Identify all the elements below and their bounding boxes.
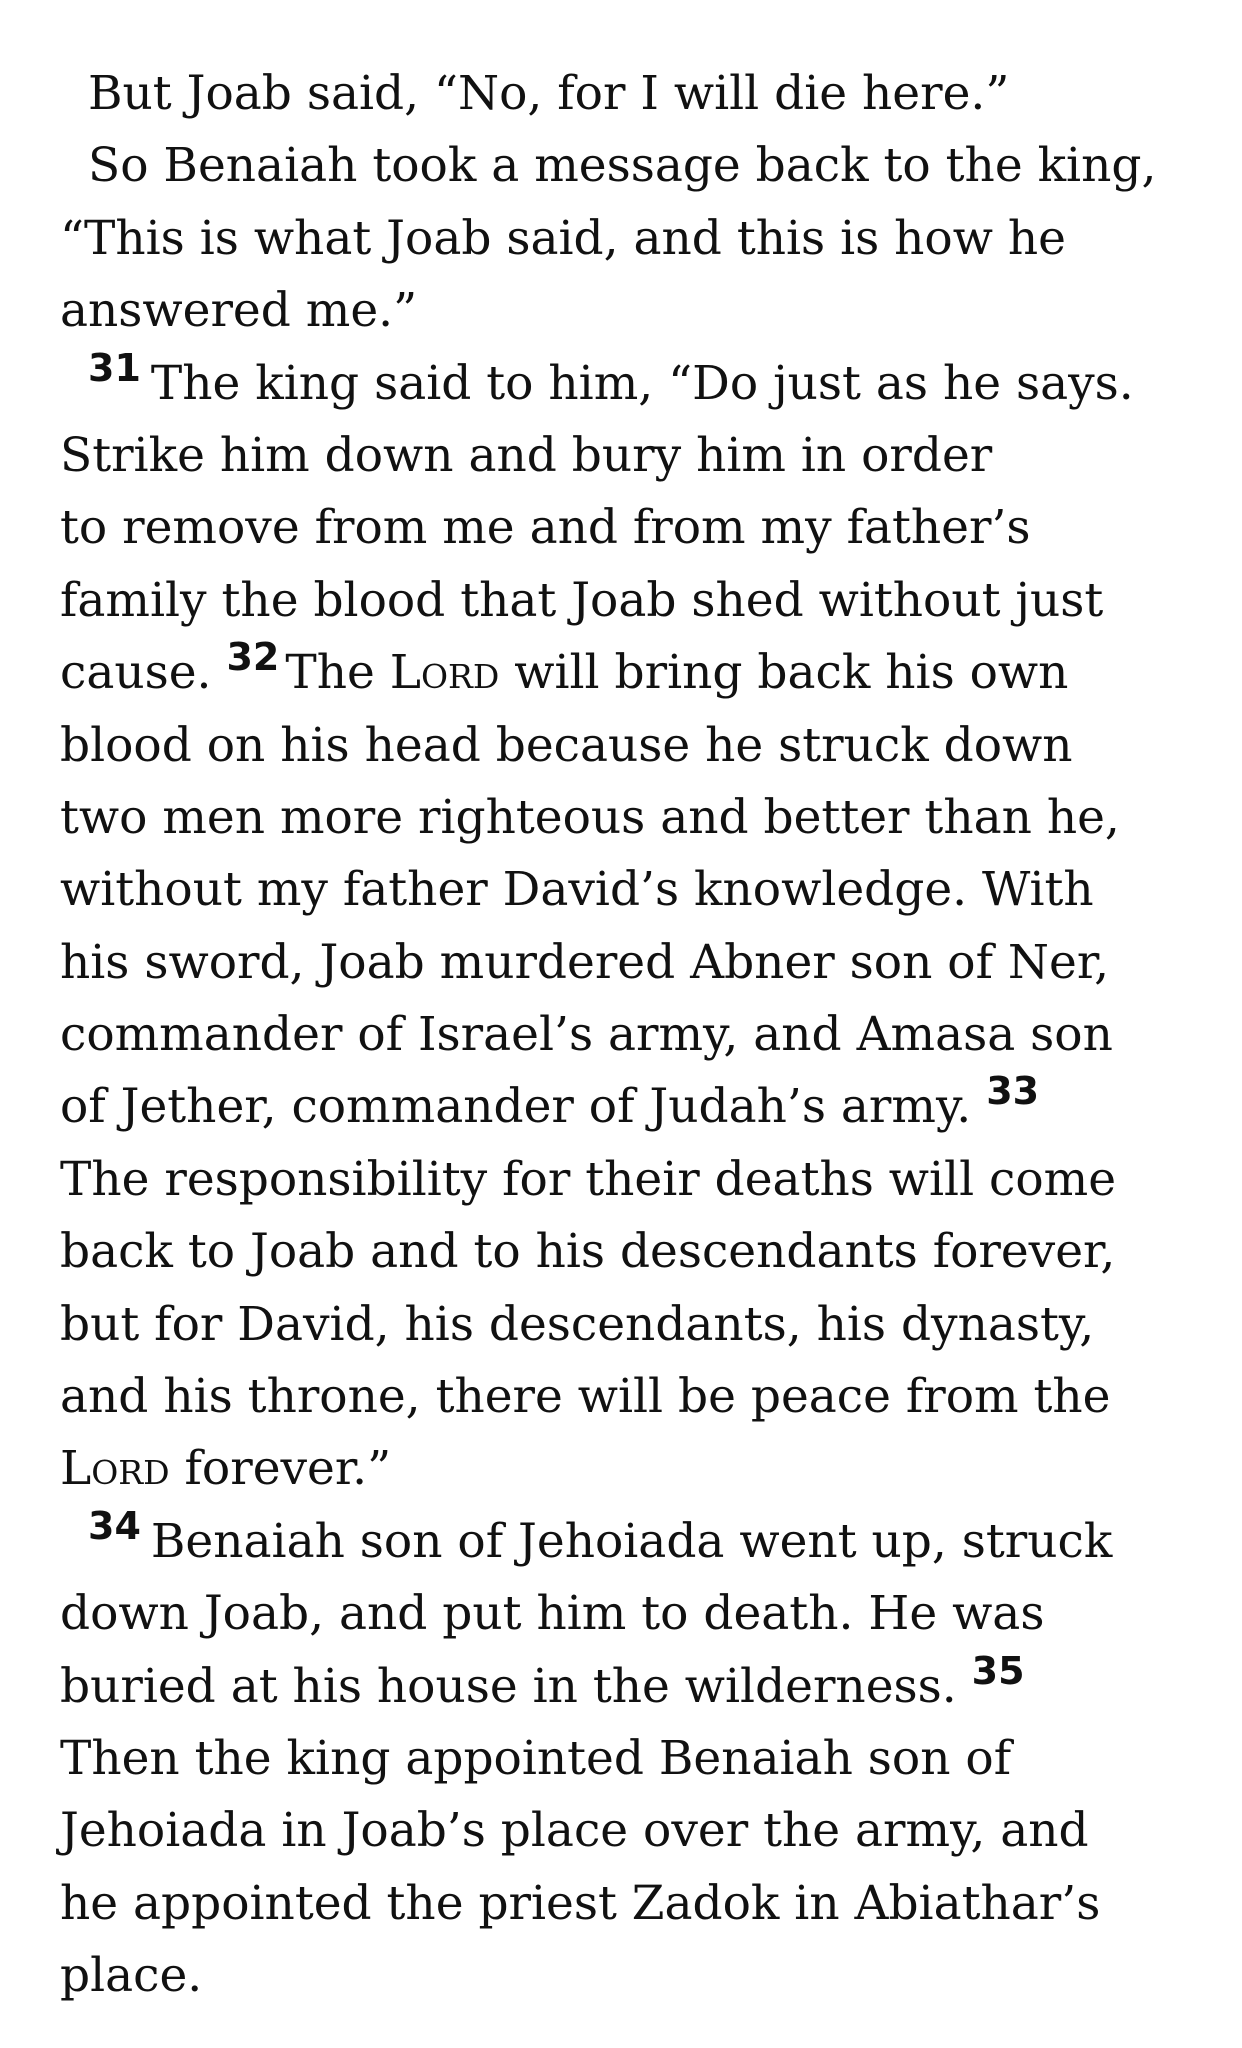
verse-text: The [285,645,375,701]
verse-text: Then the king appointed Benaiah son of [60,1730,1012,1786]
text-line [60,782,1195,854]
text-line [60,420,1195,492]
verse-text: The responsibility for their deaths will come [60,1151,1117,1207]
text-line [60,1940,1195,2012]
text-line [60,58,1195,130]
verse-text: place. [60,1948,203,2004]
scripture-text [60,58,1195,2013]
verse-text: Jehoiada in Joab’s place over the army, and [60,1803,1089,1859]
text-line [60,1868,1195,1940]
verse-text: commander of Israel’s army, and Amasa son [60,1007,1113,1063]
text-line [60,1361,1195,1433]
verse-text: forever.” [184,1441,392,1497]
verse-text: two men more righteous and better than he, [60,789,1120,845]
verse-text: buried at his house in the wilderness. [60,1658,957,1714]
verse-text: back to Joab and to his descendants forever, [60,1224,1116,1280]
verse-text: of Jether, commander of Judah’s army. [60,1079,972,1135]
text-line [60,1071,1195,1143]
text-line [60,710,1195,782]
text-line [60,1648,1195,1723]
verse-text: The king said to him, “Do just as he says. [150,355,1134,411]
verse-number[interactable]: 33 [986,1069,1040,1114]
verse-text: “This is what Joab said, and this is how he [60,210,1066,266]
divine-name: Lord [389,645,500,701]
verse-text: to remove from me and from my father’s [60,500,1031,556]
text-line [60,927,1195,999]
verse-text: and his throne, there will be peace from the [60,1369,1111,1425]
verse-number[interactable]: 32 [226,635,280,680]
text-line [60,1795,1195,1867]
text-line [60,854,1195,926]
verse-text: Benaiah son of Jehoiada went up, struck [150,1513,1113,1569]
text-line [60,345,1195,420]
text-line [60,1723,1195,1795]
text-line [60,637,1195,709]
text-line [60,1578,1195,1650]
text-line [60,130,1195,202]
verse-number[interactable]: 34 [88,1503,141,1548]
text-line [60,1433,1195,1505]
verse-text: down Joab, and put him to death. He was [60,1586,1045,1642]
verse-text: family the blood that Joab shed without just [60,572,1104,628]
text-line [60,565,1195,637]
text-line [60,999,1195,1071]
verse-text: without my father David’s knowledge. With [60,862,1094,918]
verse-text: answered me.” [60,283,418,339]
verse-text: But Joab said, “No, for I will die here.” [88,66,1010,121]
verse-number[interactable]: 31 [88,345,141,390]
verse-text: cause. [60,645,212,701]
text-line [60,1144,1195,1216]
text-line [60,1503,1195,1578]
verse-text: So Benaiah took a message back to the king, [88,138,1157,194]
verse-text: but for David, his descendants, his dynasty, [60,1296,1095,1352]
text-line [60,203,1195,275]
text-line [60,1289,1195,1361]
verse-number[interactable]: 35 [971,1648,1025,1693]
divine-name: Lord [60,1441,170,1497]
verse-text: Strike him down and bury him in order [60,427,993,483]
text-line [60,275,1195,347]
text-line [60,1216,1195,1288]
verse-text: he appointed the priest Zadok in Abiathar’s [60,1875,1101,1931]
verse-text: blood on his head because he struck down [60,717,1073,773]
text-line [60,492,1195,564]
verse-text: his sword, Joab murdered Abner son of Ner, [60,934,1110,990]
verse-text: will bring back his own [514,645,1069,701]
